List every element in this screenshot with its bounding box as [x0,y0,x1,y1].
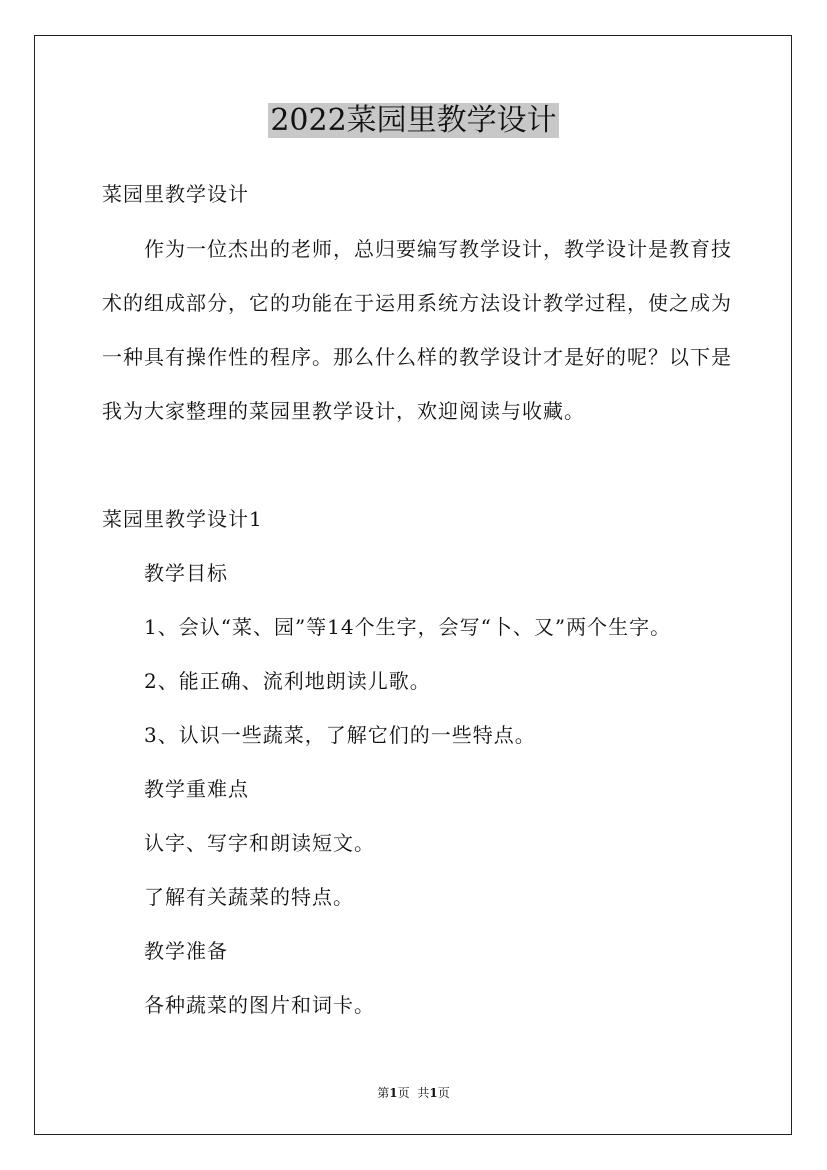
key-point-2: 了解有关蔬菜的特点。 [144,885,354,909]
key-points-heading: 教学重难点 [144,777,249,801]
key-point-1: 认字、写字和朗读短文。 [144,831,375,855]
document-title-row [0,99,827,143]
page-prefix: 第 [377,1086,390,1100]
total-suffix: 页 [437,1086,450,1100]
page-footer [0,1085,827,1101]
intro-line-3: 一种具有操作性的程序。那么什么样的教学设计才是好的呢？以下是 [102,345,732,369]
goal-item-1: 1、会认“菜、园”等14个生字，会写“卜、又”两个生字。 [144,615,672,639]
page-current: 1 [389,1086,398,1100]
goal-item-2: 2、能正确、流利地朗读儿歌。 [144,669,431,693]
teaching-goals-heading: 教学目标 [144,561,228,585]
document-title: 2022菜园里教学设计 [270,103,557,138]
document-heading: 菜园里教学设计 [102,182,249,206]
intro-line-4: 我为大家整理的菜园里教学设计，欢迎阅读与收藏。 [102,399,585,423]
total-prefix: 共 [417,1086,430,1100]
page-total: 1 [429,1086,438,1100]
intro-line-2: 术的组成部分，它的功能在于运用系统方法设计教学过程，使之成为 [102,291,732,315]
preparation-item: 各种蔬菜的图片和词卡。 [144,993,375,1017]
intro-line-1: 作为一位杰出的老师，总归要编写教学设计，教学设计是教育技 [144,237,732,261]
preparation-heading: 教学准备 [144,939,228,963]
section-heading: 菜园里教学设计1 [102,507,263,531]
goal-item-3: 3、认识一些蔬菜，了解它们的一些特点。 [144,723,536,747]
page-suffix: 页 [397,1086,410,1100]
